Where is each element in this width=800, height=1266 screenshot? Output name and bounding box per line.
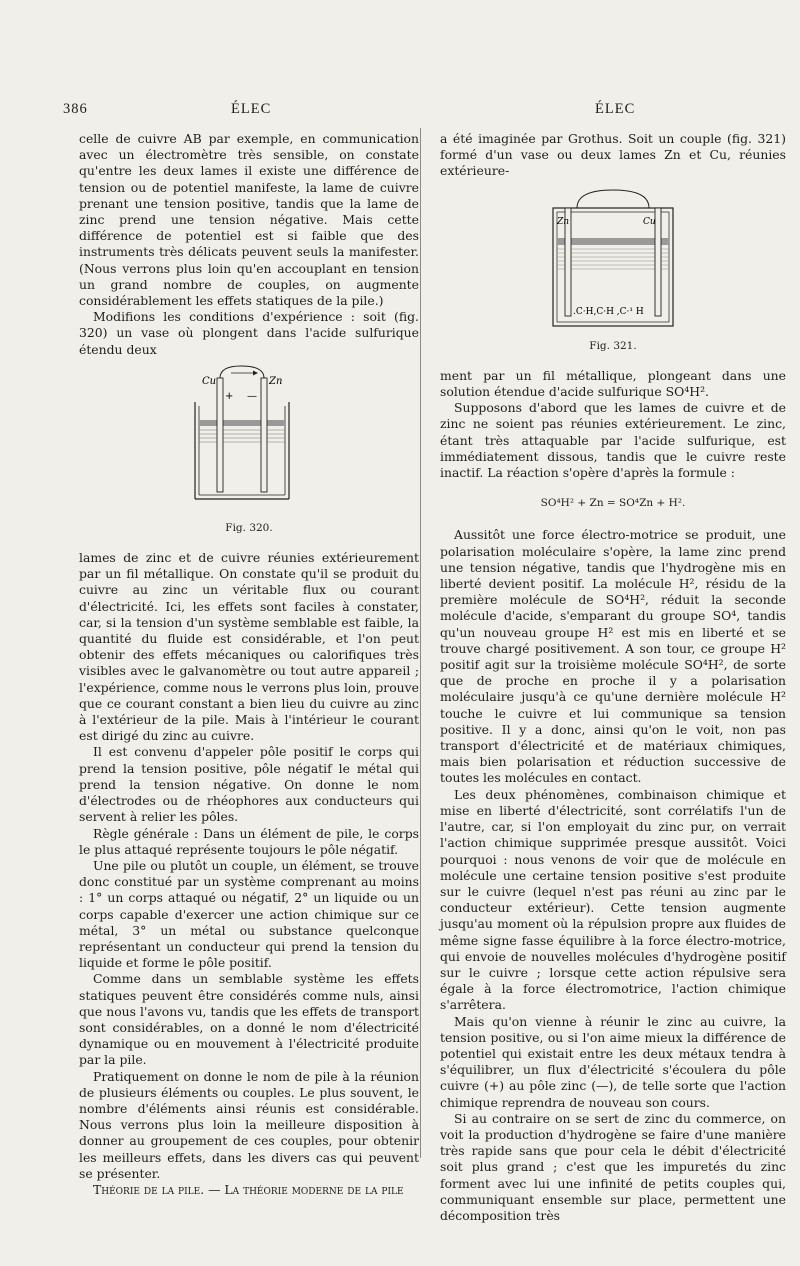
left-paragraph-9: Théorie de la pile. — La théorie moderne de la pile [93,1181,404,1197]
figure-320-caption: Fig. 320. [225,521,273,534]
figure-321-label-cu: Cu [643,216,656,227]
right-paragraph-6: Mais qu'on vienne à réunir le zinc au cuivre, la tension positive, ou si l'on aime mieux la différence de potentiel qui existait entre les deux métaux tendra à s'équilibrer, un flux d'électricité s'écoulera du pôle cuivre (+) au pôle zinc (—), de telle sorte que l'action chimique reprendra de nouveau son cours. [440,1013,786,1110]
figure-320-minus-sign: — [247,390,257,402]
header-left-title: ÉLEC [231,101,272,117]
left-paragraph-5: Règle générale : Dans un élément de pile, le corps le plus attaqué représente toujours le pôle négatif. [79,825,419,857]
left-paragraph-3: lames de zinc et de cuivre réunies extérieurement par un fil métallique. On constate qu'il se produit du cuivre au zinc un véritable flux ou courant d'électricité. Ici, les effets sont faciles à constater, car, si la tension d'un système semblable est faible, la quantité du fluide est considérable, et l'on peut obtenir des effets mécaniques ou calorifiques très visibles avec le galvanomètre ou tout autre appareil ; l'expérience, comme nous le verrons plus loin, prouve que ce courant constant a bien lieu du cuivre au zinc à l'extérieur de la pile. Mais à l'intérieur le courant est dirigé du zinc au cuivre. [79,550,419,744]
reaction-formula: SO⁴H² + Zn = SO⁴Zn + H². [540,497,686,510]
right-paragraph-2: ment par un fil métallique, plongeant dans une solution étendue d'acide sulfurique SO⁴H². [440,367,786,400]
right-paragraph-7: Si au contraire on se sert de zinc du commerce, on voit la production d'hydrogène se faire d'une manière très rapide sans que pour cela le débit d'électricité soit plus grand ; c'est que les impuretés du zinc forment avec lui une infinité de petits couples qui, communiquant ensemble sur place, permettent une décomposition très [440,1110,786,1223]
figure-320-plus-sign: + [225,390,234,402]
right-paragraph-4: Aussitôt une force électro-motrice se produit, une polarisation moléculaire s'opère, la lame zinc prend une tension négative, tandis que l'hydrogène mis en liberté devient positif. La molécule H², résidu de la première molécule de SO⁴H², réduit la seconde molécule d'acide, s'emparant du groupe SO⁴, tandis qu'un nouveau groupe H² est mis en liberté et se trouve chargé positivement. A son tour, ce groupe H² positif agit sur la troisième molécule SO⁴H², de sorte que de proche en proche il y a polarisation moléculaire jusqu'à ce qu'une dernière molécule H² touche le cuivre et lui communique sa tension positive. Il y a donc, ainsi qu'on le voit, non pas transport d'électricité et de matériaux chimiques, mais bien polarisation et réduction successive de toutes les molécules en contact. [440,527,786,786]
figure-321-label-zn: Zn [557,216,570,227]
left-paragraph-4: Il est convenu d'appeler pôle positif le corps qui prend la tension positive, pôle négatif le métal qui prend la tension négative. On donne le nom d'électrodes ou de rhéophores aux conducteurs qui servent à relier les pôles. [79,744,419,825]
left-column [79,131,419,1198]
column-divider [420,128,421,1158]
page-number: 386 [63,101,88,117]
figure-320-label-cu: Cu [202,375,217,387]
header-right-title: ÉLEC [595,101,636,117]
left-paragraph-2: Modifions les conditions d'expérience : soit (fig. 320) un vase où plongent dans l'acide sulfurique étendu deux [79,309,419,357]
left-paragraph-1: celle de cuivre AB par exemple, en communication avec un électromètre très sensible, on constate qu'entre les deux lames il existe une différence de tension ou de potentiel manifeste, la lame de cuivre prenant une tension positive, tandis que la lame de zinc prend une tension négative. Mais cette différence de potentiel est si faible que des instruments très délicats peuvent seuls la manifester. (Nous verrons plus loin qu'en accouplant en tension un grand nombre de couples, on augmente considérablement les effets statiques de la pile.) [79,131,419,309]
right-column [440,131,786,1224]
right-paragraph-1: a été imaginée par Grothus. Soit un couple (fig. 321) formé d'un vase ou deux lames Zn et Cu, réunies extérieure- [440,131,786,179]
left-paragraph-7: Comme dans un semblable système les effets statiques peuvent être considérés comme nuls, ainsi que nous l'avons vu, tandis que les effets de transport sont considérables, on a donné le nom d'électricité dynamique ou en mouvement à l'électricité produite par la pile. [79,971,419,1068]
figure-321-molecule-labels: .C·H,C·H ,C·¹ H [573,306,644,317]
running-header [0,101,800,121]
figure-321-caption: Fig. 321. [589,339,637,352]
left-paragraph-8: Pratiquement on donne le nom de pile à la réunion de plusieurs éléments ou couples. Le plus souvent, le nombre d'éléments ainsi réunis est considérable. Nous verrons plus loin la meilleure disposition à donner au groupement de ces couples, pour obtenir les meilleurs effets, dans les divers cas qui peuvent se présenter. [79,1068,419,1181]
figure-320-label-zn: Zn [269,375,283,387]
figure-321-illustration [543,186,683,334]
right-paragraph-3: Supposons d'abord que les lames de cuivre et de zinc ne soient pas réunies extérieurement. Le zinc, étant très attaquable par l'acide sulfurique, est immédiatement dissous, tandis que le cuivre reste inactif. La réaction s'opère d'après la formule : [440,400,786,481]
figure-320-illustration [189,364,309,516]
right-paragraph-5: Les deux phénomènes, combinaison chimique et mise en liberté d'électricité, sont corrélatifs l'un de l'autre, car, si l'on employait du zinc pur, on verrait l'action chimique supprimée presque aussitôt. Voici pourquoi : nous venons de voir que de molécule en molécule une certaine tension positive s'est produite sur le cuivre (lequel n'est pas réuni au zinc par le conducteur extérieur). Cette tension augmente jusqu'au moment où la répulsion propre aux fluides de même signe fasse équilibre à la force électro-motrice, qui envoie de nouvelles molécules d'hydrogène positif sur le cuivre ; lorsque cette action répulsive sera égale à la force électromotrice, l'action chimique s'arrêtera. [440,786,786,1013]
left-paragraph-6: Une pile ou plutôt un couple, un élément, se trouve donc constitué par un système comprenant au moins : 1° un corps attaqué ou négatif, 2° un liquide ou un corps capable d'exercer une action chimique sur ce métal, 3° un métal ou substance quelconque représentant un conducteur qui prend la tension du liquide et forme le pôle positif. [79,857,419,971]
